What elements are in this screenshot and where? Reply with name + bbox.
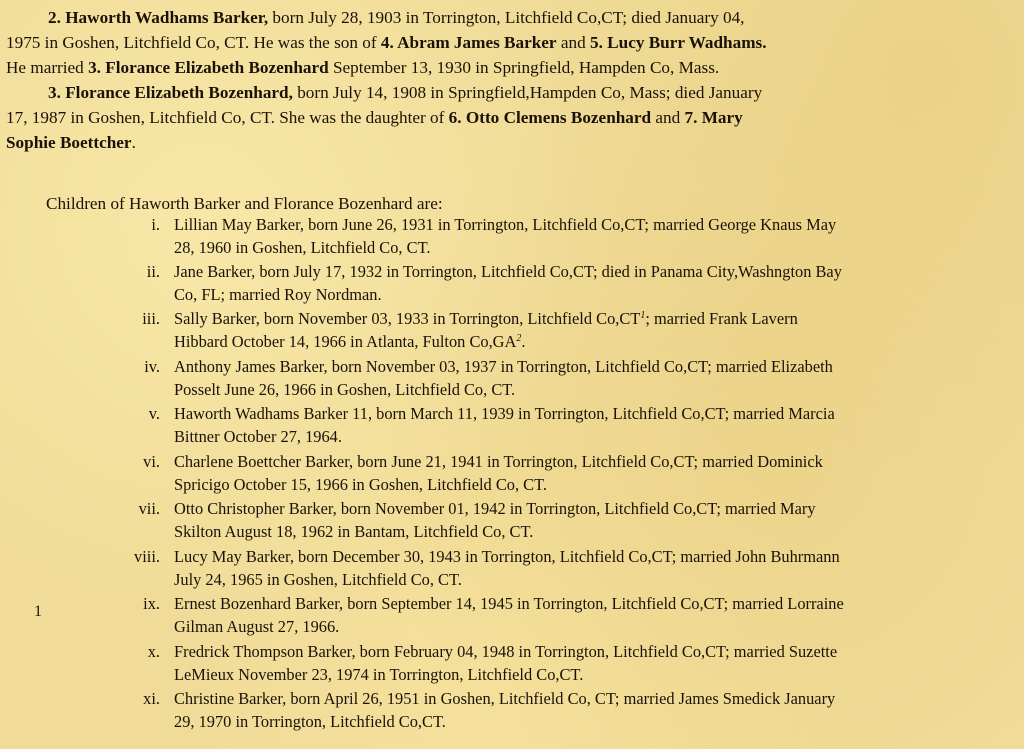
para-line: 2. Haworth Wadhams Barker, born July 28, 1903 in Torrington, Litchfield Co,CT; died January 04,	[48, 8, 745, 27]
child-number: v.	[148, 404, 160, 423]
child-number: ix.	[143, 594, 160, 613]
child-number: x.	[147, 642, 160, 661]
child-number: iii.	[142, 309, 160, 328]
footnote-ref: 1	[640, 310, 646, 321]
person-name: 3. Florance Elizabeth Bozenhard,	[48, 83, 293, 102]
children-intro: Children of Haworth Barker and Florance Bozenhard are:	[46, 194, 443, 213]
genealogy-page: 2. Haworth Wadhams Barker, born July 28, 1903 in Torrington, Litchfield Co,CT; died January 04, 1975 in Goshen, Litchfield Co, CT. He was the son of 4. Abram James Barker and 5. Lucy Burr Wadhams. He married 3. Florance Elizabeth Bozenhard September 13, 1930 in Springfield, Hampden Co, Mass. 3. Florance Elizabeth Bozenhard, born July 14, 1908 in Springfield,Hampden Co, Mass; died January 17, 1987 in Goshen, Litchfield Co, CT. She was the daughter of 6. Otto Clemens Bozenhard and 7. Mary Sophie Boettcher. Children of Haworth Barker and Florance Bozenhard are: 1 i. Lillian May Barker, born June 26, 1931 in Torrington, Litchfield Co,CT; married George Knaus May 28, 1960 in Goshen, Litchfield Co, CT. ii. Jane Barker, born July 17, 1932 in Torrington, Litchfield Co,CT; died in Panama City,Washngton Bay Co, FL; married Roy Nordman. iii. Sally Barker, born November 03, 1933 in Torrington, Litchfield $Co,CT^1$; married Frank Lavern Hibbard October 14, 1966 in Atlanta, Fulton $Co,GA^2$. iv. Anthony James Barker, born November 03, 1937 in Torrington, Litchfield Co,CT; married Elizabeth Posselt June 26, 1966 in Goshen, Litchfield Co, CT. v. Haworth Wadhams Barker 11, born March 11, 1939 in Torrington, Litchfield Co,CT; married Marcia Bittner October 27, 1964. vi. Charlene Boettcher Barker, born June 21, 1941 in Torrington, Litchfield Co,CT; married Dominick Spricigo October 15, 1966 in Goshen, Litchfield Co, CT. vii. Otto Christopher Barker, born November 01, 1942 in Torrington, Litchfield Co,CT; married Mary Skilton August 18, 1962 in Bantam, Litchfield Co, CT. viii. Lucy May Barker, born December 30, 1943 in Torrington, Litchfield Co,CT; married John Buhrmann July 24, 1965 in Goshen, Litchfield Co, CT. ix. Ernest Bozenhard Barker, born September 14, 1945 in Torrington, Litchfield Co,CT; married Lorraine Gilman August 27, 1966. x. Fredrick Thompson Barker, born February 04, 1948 in Torrington, Litchfield Co,CT; married Suzette LeMieux November 23, 1974 in Torrington, Litchfield Co,CT. xi. Christine Barker, born April 26, 1951 in Goshen, Litchfield Co, CT; married James Smedick January 29, 1970 in Torrington, Litchfield Co,CT.	[0, 0, 1024, 749]
para-line: 3. Florance Elizabeth Bozenhard, born July 14, 1908 in Springfield,Hampden Co, Mass; died January	[48, 83, 763, 102]
para-line: Sophie Boettcher.	[6, 133, 136, 152]
person-haworth-paragraph	[6, 5, 1020, 80]
parent-name: 5. Lucy Burr Wadhams.	[589, 33, 767, 52]
parent-name: 6. Otto Clemens Bozenhard	[448, 108, 652, 127]
parent-name: Sophie Boettcher	[6, 133, 132, 152]
parent-name: 7. Mary	[684, 108, 743, 127]
person-florance-paragraph	[6, 80, 1020, 155]
child-number: iv.	[144, 357, 160, 376]
spouse-name: 3. Florance Elizabeth Bozenhard	[88, 58, 329, 77]
child-number: i.	[151, 215, 160, 234]
child-number: viii.	[134, 547, 160, 566]
child-number: vi.	[143, 452, 160, 471]
para-line: 17, 1987 in Goshen, Litchfield Co, CT. She was the daughter of 6. Otto Clemens Bozenhard and 7. Mary	[6, 108, 743, 127]
child-number: xi.	[143, 689, 160, 708]
child-number: ii.	[146, 262, 160, 281]
parent-name: 4. Abram James Barker	[380, 33, 557, 52]
para-line: He married 3. Florance Elizabeth Bozenhard September 13, 1930 in Springfield, Hampden Co, Mass.	[6, 58, 720, 77]
margin-note: 1	[34, 603, 42, 620]
child-number: vii.	[138, 499, 160, 518]
person-name: 2. Haworth Wadhams Barker,	[48, 8, 269, 27]
para-line: 1975 in Goshen, Litchfield Co, CT. He was the son of 4. Abram James Barker and 5. Lucy Burr Wadhams.	[6, 33, 767, 52]
footnote-ref: 2	[516, 333, 522, 344]
